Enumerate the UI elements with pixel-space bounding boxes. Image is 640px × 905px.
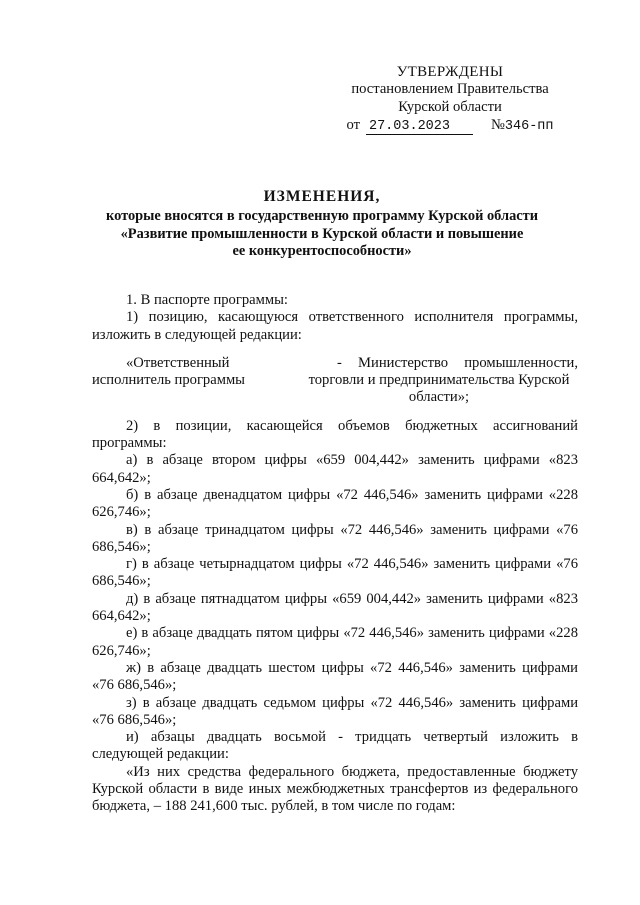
responsible-executor-quote bbox=[92, 355, 578, 407]
approval-line-1: постановлением Правительства bbox=[351, 81, 549, 98]
section-1: 1. В паспорте программы: bbox=[126, 292, 288, 308]
document-body bbox=[92, 292, 578, 816]
quote-right-2: торговли и предпринимательства Курской bbox=[308, 372, 570, 389]
heading-line-1: которые вносятся в государственную программу Курской области bbox=[105, 208, 539, 225]
subitem-a: а) в абзаце втором цифры «659 004,442» заменить цифрами «823 664,642»; bbox=[92, 452, 578, 486]
approval-date: 27.03.2023 bbox=[366, 119, 473, 135]
approval-number: 346-пп bbox=[504, 118, 554, 134]
heading-line-2: «Развитие промышленности в Курской области и повышение bbox=[120, 225, 524, 242]
subitem-d: д) в абзаце пятнадцатом цифры «659 004,442» заменить цифрами «823 664,642»; bbox=[92, 590, 578, 625]
quote-right bbox=[300, 355, 578, 407]
item-2: 2) в позиции, касающейся объемов бюджетных ассигнований программы: bbox=[92, 417, 578, 452]
subitem-b: б) в абзаце двенадцатом цифры «72 446,546» заменить цифрами «228 626,746»; bbox=[92, 486, 578, 521]
quote-federal-budget: «Из них средства федерального бюджета, предоставленные бюджету Курской области в виде иных межбюджетных трансфертов из федерального бюджета, – 188 241,600 тыс. рублей, в том числе по годам: bbox=[92, 763, 578, 815]
item-1: 1) позицию, касающуюся ответственного исполнителя программы, изложить в следующей редакции: bbox=[92, 309, 578, 343]
subitem-z: з) в абзаце двадцать седьмом цифры «72 446,546» заменить цифрами «76 686,546»; bbox=[92, 694, 578, 728]
document-heading bbox=[90, 188, 554, 261]
quote-left-1: «Ответственный bbox=[126, 354, 230, 371]
approval-title: УТВЕРЖДЕНЫ bbox=[396, 64, 504, 80]
heading-title: ИЗМЕНЕНИЯ, bbox=[263, 188, 381, 205]
date-prefix: от bbox=[346, 116, 360, 133]
number-prefix: № bbox=[490, 116, 505, 133]
quote-right-1: - Министерство промышленности, bbox=[337, 354, 578, 371]
quote-left bbox=[92, 355, 300, 407]
approval-block bbox=[340, 64, 560, 135]
subitem-i: и) абзацы двадцать восьмой - тридцать четвертый изложить в следующей редакции: bbox=[92, 729, 578, 763]
subitem-v: в) в абзаце тринадцатом цифры «72 446,546» заменить цифрами «76 686,546»; bbox=[92, 521, 578, 555]
quote-right-3: области»; bbox=[408, 389, 470, 406]
approval-line-2: Курской области bbox=[398, 98, 502, 115]
heading-line-3: ее конкурентоспособности» bbox=[232, 243, 412, 260]
subitem-zh: ж) в абзаце двадцать шестом цифры «72 446,546» заменить цифрами «76 686,546»; bbox=[92, 659, 578, 694]
quote-left-2: исполнитель программы bbox=[92, 372, 245, 389]
subitem-g: г) в абзаце четырнадцатом цифры «72 446,546» заменить цифрами «76 686,546»; bbox=[92, 556, 578, 590]
subitem-e: е) в абзаце двадцать пятом цифры «72 446,546» заменить цифрами «228 626,746»; bbox=[92, 625, 578, 659]
approval-date-row bbox=[340, 117, 560, 135]
